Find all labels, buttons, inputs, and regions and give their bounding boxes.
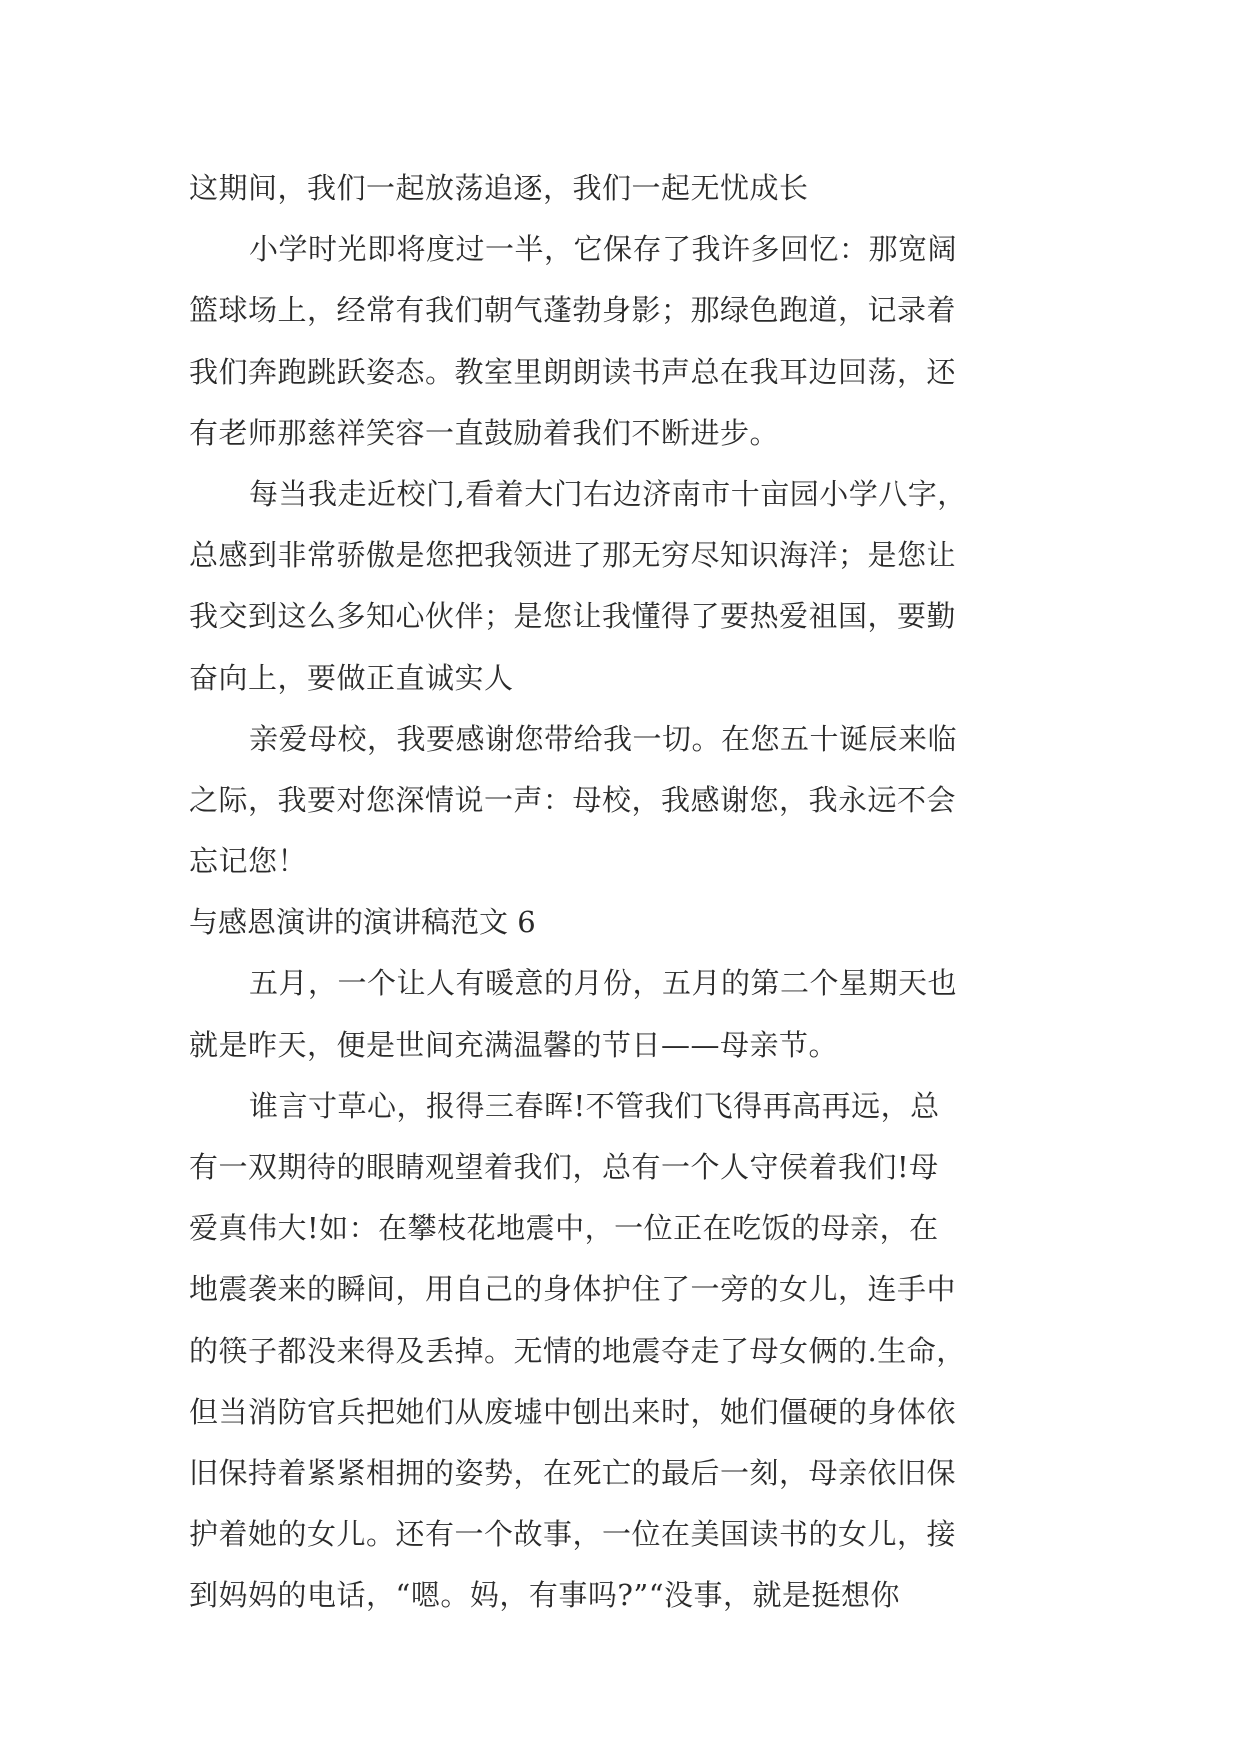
text-line: 亲爱母校，我要感谢您带给我一切。在您五十诞辰来临 [249, 721, 958, 756]
text-line: 我们奔跑跳跃姿态。教室里朗朗读书声总在我耳边回荡，还 [189, 354, 957, 389]
text-line: 地震袭来的瞬间，用自己的身体护住了一旁的女儿，连手中 [189, 1272, 957, 1307]
text-line: 旧保持着紧紧相拥的姿势，在死亡的最后一刻，母亲依旧保 [189, 1455, 957, 1490]
text-line: 有一双期待的眼睛观望着我们，总有一个人守侯着我们!母 [189, 1150, 939, 1184]
text-line: 之际，我要对您深情说一声：母校，我感谢您，我永远不会 [189, 782, 957, 817]
text-line: 每当我走近校门,看着大门右边济南市十亩园小学八字， [249, 476, 967, 511]
text-line: 忘记您！ [189, 844, 308, 879]
section-heading: 与感恩演讲的演讲稿范文 6 [189, 905, 536, 940]
text-line: 但当消防官兵把她们从废墟中刨出来时，她们僵硬的身体依 [189, 1394, 957, 1429]
text-line: 篮球场上，经常有我们朝气蓬勃身影；那绿色跑道，记录着 [189, 293, 957, 328]
text-line: 的筷子都没来得及丢掉。无情的地震夺走了母女俩的.生命， [189, 1333, 966, 1368]
text-line: 就是昨天，便是世间充满温馨的节日——母亲节。 [189, 1027, 839, 1062]
document-body [189, 158, 1055, 1627]
text-line: 总感到非常骄傲是您把我领进了那无穷尽知识海洋；是您让 [189, 538, 957, 573]
text-line: 爱真伟大!如：在攀枝花地震中，一位正在吃饭的母亲，在 [189, 1211, 939, 1246]
text-line: 有老师那慈祥笑容一直鼓励着我们不断进步。 [189, 415, 780, 450]
text-line: 我交到这么多知心伙伴；是您让我懂得了要热爱祖国，要勤 [189, 599, 957, 634]
text-line: 到妈妈的电话，“嗯。妈，有事吗?”“没事，就是挺想你 [189, 1578, 901, 1613]
text-line: 这期间，我们一起放荡追逐，我们一起无忧成长 [189, 171, 809, 205]
text-line: 谁言寸草心，报得三春晖!不管我们飞得再高再远，总 [249, 1088, 940, 1123]
text-line: 护着她的女儿。还有一个故事，一位在美国读书的女儿，接 [189, 1517, 957, 1552]
text-line: 小学时光即将度过一半，它保存了我许多回忆：那宽阔 [249, 232, 958, 267]
text-line: 奋向上，要做正直诚实人 [189, 660, 514, 695]
text-line: 五月，一个让人有暖意的月份，五月的第二个星期天也 [249, 966, 958, 1001]
